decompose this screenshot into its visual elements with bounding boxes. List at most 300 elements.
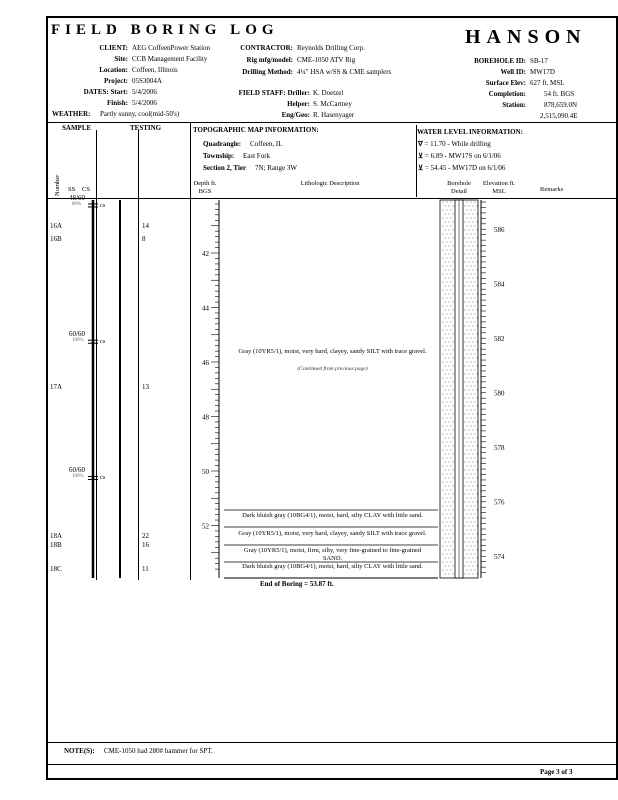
grout-dot <box>474 465 475 466</box>
sample-id: 18B <box>50 540 62 549</box>
grout-dot <box>470 369 471 370</box>
well-id-value: MW17D <box>530 68 555 76</box>
grout-dot <box>446 505 447 506</box>
grout-dot <box>472 445 473 446</box>
grout-dot <box>472 317 473 318</box>
grout-dot <box>470 225 471 226</box>
grout-dot <box>450 561 451 562</box>
elevation-tick-label: 574 <box>494 553 505 561</box>
grout-dot <box>464 389 465 390</box>
grout-dot <box>452 573 453 574</box>
grout-dot <box>470 449 471 450</box>
grout-dot <box>468 509 469 510</box>
grout-dot <box>466 225 467 226</box>
grout-dot <box>444 277 445 278</box>
grout-dot <box>444 509 445 510</box>
grout-dot <box>452 437 453 438</box>
grout-dot <box>476 477 477 478</box>
grout-dot <box>468 229 469 230</box>
grout-dot <box>448 357 449 358</box>
grout-dot <box>466 273 467 274</box>
finish-date-label: Finish: <box>106 99 128 107</box>
grout-dot <box>446 217 447 218</box>
grout-dot <box>474 529 475 530</box>
grout-dot <box>450 233 451 234</box>
grout-dot <box>466 473 467 474</box>
grout-dot <box>476 517 477 518</box>
grout-dot <box>446 545 447 546</box>
grout-dot <box>446 297 447 298</box>
grout-dot <box>476 365 477 366</box>
grout-dot <box>448 501 449 502</box>
grout-dot <box>442 481 443 482</box>
grout-dot <box>468 469 469 470</box>
grout-dot <box>466 201 467 202</box>
grout-dot <box>464 453 465 454</box>
grout-dot <box>444 365 445 366</box>
grout-dot <box>476 437 477 438</box>
quadrangle-value: Coffeen, IL <box>250 140 283 148</box>
grout-dot <box>450 545 451 546</box>
grout-dot <box>474 209 475 210</box>
grout-dot <box>474 313 475 314</box>
grout-dot <box>468 365 469 366</box>
grout-dot <box>444 477 445 478</box>
grout-dot <box>464 277 465 278</box>
elevation-column-header: Elevation ft. MSL <box>482 180 516 195</box>
grout-dot <box>464 301 465 302</box>
grout-dot <box>472 565 473 566</box>
grout-dot <box>470 409 471 410</box>
grout-dot <box>446 305 447 306</box>
grout-dot <box>472 293 473 294</box>
grout-dot <box>444 373 445 374</box>
grout-dot <box>452 237 453 238</box>
grout-dot <box>464 541 465 542</box>
grout-dot <box>470 401 471 402</box>
grout-dot <box>472 277 473 278</box>
water-level-2-text: = 6.89 - MW17S on 6/1/06 <box>424 152 501 160</box>
grout-dot <box>468 541 469 542</box>
grout-dot <box>476 509 477 510</box>
grout-dot <box>452 429 453 430</box>
grout-dot <box>472 525 473 526</box>
section-label: Section 2, Tier <box>203 164 247 172</box>
grout-dot <box>444 245 445 246</box>
station-east-value: 2,515,090.4E <box>540 112 578 120</box>
grout-dot <box>466 313 467 314</box>
grout-dot <box>450 313 451 314</box>
grout-dot <box>444 533 445 534</box>
grout-dot <box>464 469 465 470</box>
grout-dot <box>450 385 451 386</box>
grout-dot <box>464 285 465 286</box>
grout-dot <box>448 477 449 478</box>
grout-dot <box>442 417 443 418</box>
grout-dot <box>452 333 453 334</box>
grout-dot <box>464 445 465 446</box>
grout-dot <box>446 273 447 274</box>
grout-dot <box>452 285 453 286</box>
grout-dot <box>476 429 477 430</box>
grout-dot <box>472 301 473 302</box>
sample-bars <box>88 200 120 578</box>
helper-value: S. McCartney <box>313 100 352 108</box>
grout-dot <box>442 337 443 338</box>
grout-dot <box>474 497 475 498</box>
grout-dot <box>446 433 447 434</box>
grout-dot <box>464 413 465 414</box>
depth-tick-label: 50 <box>202 468 209 476</box>
grout-dot <box>444 485 445 486</box>
grout-dot <box>468 389 469 390</box>
grout-dot <box>476 205 477 206</box>
grout-dot <box>474 417 475 418</box>
quadrangle-label: Quadrangle: <box>203 140 242 148</box>
grout-dot <box>442 489 443 490</box>
grout-dot <box>474 433 475 434</box>
grout-dot <box>466 337 467 338</box>
grout-dot <box>468 221 469 222</box>
grout-dot <box>468 205 469 206</box>
grout-dot <box>466 529 467 530</box>
elevation-tick-label: 576 <box>494 498 505 507</box>
contractor-label: CONTRACTOR: <box>240 44 293 52</box>
completion-value: 54 ft. BGS <box>544 90 575 98</box>
grout-dot <box>468 573 469 574</box>
grout-dot <box>448 341 449 342</box>
grout-dot <box>446 561 447 562</box>
blow-count: 8 <box>142 235 146 244</box>
grout-dot <box>472 549 473 550</box>
grout-dot <box>442 537 443 538</box>
grout-dot <box>470 241 471 242</box>
grout-dot <box>464 221 465 222</box>
grout-dot <box>476 389 477 390</box>
rig-value: CME-1050 ATV Rig <box>297 56 356 64</box>
grout-dot <box>452 501 453 502</box>
grout-dot <box>450 281 451 282</box>
location-label: Location: <box>99 66 128 74</box>
sample-recovery: 60/60 <box>69 466 85 475</box>
grout-dot <box>474 489 475 490</box>
grout-dot <box>466 265 467 266</box>
elevation-tick-label: 582 <box>494 335 505 343</box>
grout-dot <box>450 473 451 474</box>
grout-dot <box>448 269 449 270</box>
grout-dot <box>472 245 473 246</box>
grout-dot <box>476 493 477 494</box>
grout-dot <box>444 573 445 574</box>
grout-dot <box>464 317 465 318</box>
eng-geo-label: Eng/Geo: <box>281 111 310 119</box>
grout-dot <box>452 381 453 382</box>
grout-dot <box>448 373 449 374</box>
grout-dot <box>474 481 475 482</box>
grout-dot <box>452 493 453 494</box>
rig-label: Rig mfg/model: <box>246 56 293 64</box>
grout-dot <box>446 329 447 330</box>
grout-dot <box>452 557 453 558</box>
grout-dot <box>450 497 451 498</box>
grout-dot <box>476 357 477 358</box>
grout-dot <box>448 413 449 414</box>
grout-dot <box>472 477 473 478</box>
grout-dot <box>468 245 469 246</box>
grout-dot <box>444 333 445 334</box>
grout-dot <box>464 429 465 430</box>
grout-dot <box>470 321 471 322</box>
depth-tick-label: 52 <box>202 522 209 531</box>
grout-dot <box>470 553 471 554</box>
grout-dot <box>466 217 467 218</box>
page-title: FIELD BORING LOG <box>51 22 279 38</box>
grout-dot <box>442 473 443 474</box>
grout-dot <box>464 565 465 566</box>
grout-dot <box>446 249 447 250</box>
grout-dot <box>468 525 469 526</box>
blow-count: 16 <box>142 540 149 549</box>
grout-dot <box>468 341 469 342</box>
grout-dot <box>446 361 447 362</box>
grout-dot <box>448 397 449 398</box>
grout-dot <box>442 345 443 346</box>
grout-dot <box>466 537 467 538</box>
grout-dot <box>466 505 467 506</box>
sample-type: cs <box>100 338 106 346</box>
elevation-tick-label: 580 <box>494 389 505 398</box>
grout-dot <box>472 213 473 214</box>
grout-dot <box>476 413 477 414</box>
grout-dot <box>450 321 451 322</box>
sample-type: cs <box>100 474 106 482</box>
grout-dot <box>450 345 451 346</box>
grout-dot <box>448 213 449 214</box>
grout-dot <box>476 213 477 214</box>
grout-dot <box>444 269 445 270</box>
grout-dot <box>474 273 475 274</box>
grout-dot <box>444 437 445 438</box>
grout-dot <box>468 445 469 446</box>
borehole-id-value: SB-17 <box>530 57 548 65</box>
grout-dot <box>466 249 467 250</box>
grout-dot <box>450 217 451 218</box>
grout-dot <box>476 573 477 574</box>
grout-dot <box>472 269 473 270</box>
grout-dot <box>470 561 471 562</box>
finish-date-value: 5/4/2006 <box>132 99 157 107</box>
grout-dot <box>442 225 443 226</box>
grout-dot <box>450 489 451 490</box>
grout-dot <box>466 361 467 362</box>
grout-dot <box>470 433 471 434</box>
litho-column-header: Lithologic Description <box>300 180 360 187</box>
grout-dot <box>464 237 465 238</box>
grout-dot <box>452 541 453 542</box>
grout-dot <box>476 253 477 254</box>
grout-dot <box>444 349 445 350</box>
grout-dot <box>444 309 445 310</box>
grout-dot <box>470 289 471 290</box>
grout-dot <box>476 525 477 526</box>
grout-dot <box>464 501 465 502</box>
grout-dot <box>466 569 467 570</box>
grout-dot <box>452 421 453 422</box>
grout-dot <box>470 425 471 426</box>
grout-dot <box>444 557 445 558</box>
grout-dot <box>450 209 451 210</box>
grout-dot <box>446 265 447 266</box>
depth-column-header: Depth ft. BGS <box>193 180 217 195</box>
grout-dot <box>450 361 451 362</box>
grout-dot <box>464 205 465 206</box>
grout-dot <box>446 401 447 402</box>
grout-dot <box>466 321 467 322</box>
grout-dot <box>470 361 471 362</box>
litho-description: Gray (10YR5/1), moist, very hard, clayey, sandy SILT with trace gravel. <box>238 530 427 537</box>
driller-label: FIELD STAFF: Driller: <box>238 89 310 97</box>
grout-dot <box>472 221 473 222</box>
grout-dot <box>472 205 473 206</box>
grout-dot <box>470 345 471 346</box>
grout-dot <box>446 513 447 514</box>
grout-dot <box>444 229 445 230</box>
grout-dot <box>464 309 465 310</box>
grout-dot <box>466 465 467 466</box>
grout-dot <box>442 569 443 570</box>
client-label: CLIENT: <box>99 44 128 52</box>
grout-dot <box>448 533 449 534</box>
grout-dot <box>464 253 465 254</box>
grout-dot <box>472 397 473 398</box>
grout-dot <box>446 481 447 482</box>
grout-dot <box>448 509 449 510</box>
blow-count: 22 <box>142 532 149 541</box>
sample-id: 16B <box>50 235 62 244</box>
grout-dot <box>446 425 447 426</box>
grout-dot <box>442 545 443 546</box>
grout-dot <box>472 533 473 534</box>
grout-dot <box>468 413 469 414</box>
grout-dot <box>474 337 475 338</box>
sample-id: 17A <box>50 382 63 391</box>
grout-dot <box>450 265 451 266</box>
grout-dot <box>470 465 471 466</box>
grout-dot <box>470 441 471 442</box>
grout-dot <box>448 301 449 302</box>
start-date-label: DATES: Start: <box>83 88 128 96</box>
grout-dot <box>476 229 477 230</box>
grout-dot <box>468 381 469 382</box>
sample-recovery-pct: 100% <box>72 338 84 344</box>
grout-dot <box>442 529 443 530</box>
grout-dot <box>450 377 451 378</box>
grout-dot <box>472 365 473 366</box>
grout-dot <box>466 393 467 394</box>
grout-dot <box>450 249 451 250</box>
grout-dot <box>468 501 469 502</box>
grout-dot <box>470 217 471 218</box>
grout-dot <box>442 449 443 450</box>
grout-dot <box>472 373 473 374</box>
grout-dot <box>470 521 471 522</box>
grout-dot <box>448 469 449 470</box>
grout-dot <box>450 401 451 402</box>
grout-dot <box>444 261 445 262</box>
grout-dot <box>476 421 477 422</box>
water-level-1: ∇ = 11.70 - While drilling <box>418 140 491 148</box>
grout-dot <box>474 545 475 546</box>
grout-dot <box>472 261 473 262</box>
grout-dot <box>472 421 473 422</box>
grout-dot <box>470 537 471 538</box>
water-level-2: ⊻ = 6.89 - MW17S on 6/1/06 <box>418 152 501 160</box>
grout-dot <box>472 357 473 358</box>
grout-dot <box>448 517 449 518</box>
grout-dot <box>468 333 469 334</box>
grout-dot <box>464 381 465 382</box>
grout-dot <box>466 497 467 498</box>
grout-dot <box>466 513 467 514</box>
grout-dot <box>442 201 443 202</box>
grout-dot <box>450 393 451 394</box>
grout-dot <box>444 445 445 446</box>
grout-dot <box>466 489 467 490</box>
grout-dot <box>446 321 447 322</box>
grout-dot <box>474 369 475 370</box>
grout-dot <box>450 329 451 330</box>
grout-dot <box>472 493 473 494</box>
water-heading: WATER LEVEL INFORMATION: <box>417 128 523 136</box>
grout-dot <box>444 517 445 518</box>
grout-dot <box>476 301 477 302</box>
grout-dot <box>466 257 467 258</box>
grout-dot <box>444 253 445 254</box>
grout-dot <box>470 201 471 202</box>
grout-dot <box>448 461 449 462</box>
grout-dot <box>472 389 473 390</box>
drill-method-value: 4¼" HSA w/SS & CME samplers <box>297 68 392 76</box>
grout-dot <box>442 329 443 330</box>
litho-description: Gray (10YR5/1), moist, very hard, clayey, sandy SILT with trace gravel. <box>238 348 427 355</box>
grout-dot <box>452 565 453 566</box>
grout-dot <box>448 221 449 222</box>
ss-code: SS <box>68 186 76 193</box>
grout-dot <box>448 309 449 310</box>
grout-dot <box>450 417 451 418</box>
grout-dot <box>452 269 453 270</box>
grout-dot <box>464 477 465 478</box>
grout-dot <box>450 297 451 298</box>
grout-dot <box>446 529 447 530</box>
grout-dot <box>446 201 447 202</box>
grout-dot <box>476 237 477 238</box>
grout-dot <box>442 513 443 514</box>
grout-dot <box>444 205 445 206</box>
grout-dot <box>444 301 445 302</box>
grout-dot <box>442 249 443 250</box>
grout-dot <box>452 549 453 550</box>
grout-dot <box>444 429 445 430</box>
grout-dot <box>452 205 453 206</box>
grout-dot <box>452 413 453 414</box>
grout-dot <box>468 421 469 422</box>
grout-dot <box>448 245 449 246</box>
grout-dot <box>474 441 475 442</box>
grout-dot <box>474 305 475 306</box>
topo-heading: TOPOGRAPHIC MAP INFORMATION: <box>193 126 319 134</box>
grout-dot <box>474 569 475 570</box>
